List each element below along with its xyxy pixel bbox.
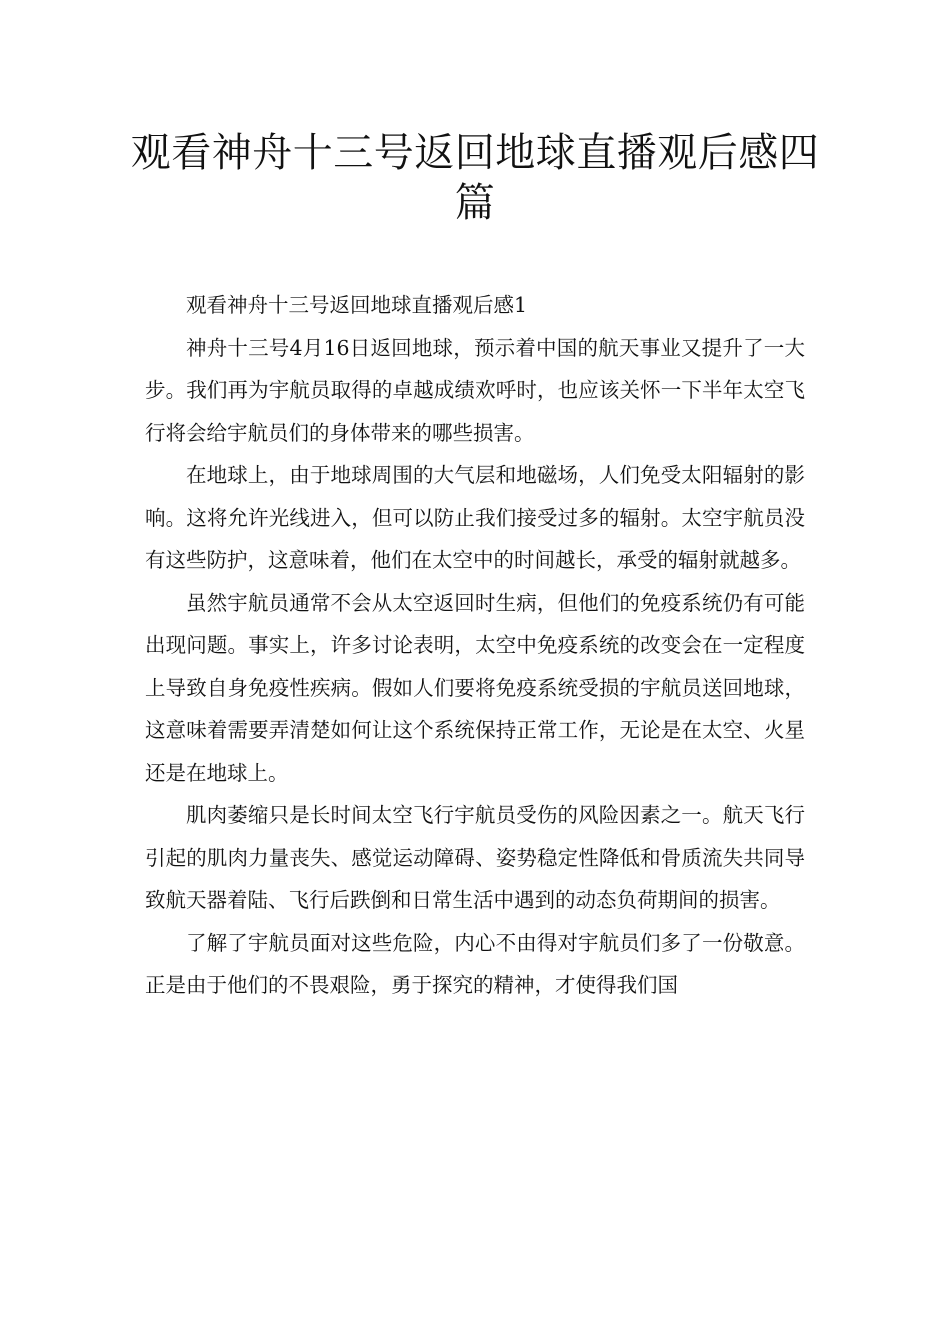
paragraph: 虽然宇航员通常不会从太空返回时生病，但他们的免疫系统仍有可能出现问题。事实上，许多讨论表明，太空中免疫系统的改变会在一定程度上导致自身免疫性疾病。假如人们要将免疫系统受损的宇航员送回地球，这意味着需要弄清楚如何让这个系统保持正常工作，无论是在太空、火星还是在地球上。 (145, 590, 805, 785)
paragraph: 肌肉萎缩只是长时间太空飞行宇航员受伤的风险因素之一。航天飞行引起的肌肉力量丧失、感觉运动障碍、姿势稳定性降低和骨质流失共同导致航天器着陆、飞行后跌倒和日常生活中遇到的动态负荷期间的损害。 (145, 803, 805, 912)
document-body (145, 284, 805, 1007)
paragraph: 了解了宇航员面对这些危险，内心不由得对宇航员们多了一份敬意。正是由于他们的不畏艰险，勇于探究的精神，才使得我们国 (145, 930, 805, 997)
paragraph: 神舟十三号4月16日返回地球，预示着中国的航天事业又提升了一大步。我们再为宇航员取得的卓越成绩欢呼时，也应该关怀一下半年太空飞行将会给宇航员们的身体带来的哪些损害。 (145, 335, 805, 445)
section-heading: 观看神舟十三号返回地球直播观后感1 (186, 293, 528, 317)
paragraph: 在地球上，由于地球周围的大气层和地磁场，人们免受太阳辐射的影响。这将允许光线进入，但可以防止我们接受过多的辐射。太空宇航员没有这些防护，这意味着，他们在太空中的时间越长，承受的辐射就越多。 (145, 463, 805, 572)
document-title: 观看神舟十三号返回地球直播观后感四篇 (130, 130, 820, 226)
